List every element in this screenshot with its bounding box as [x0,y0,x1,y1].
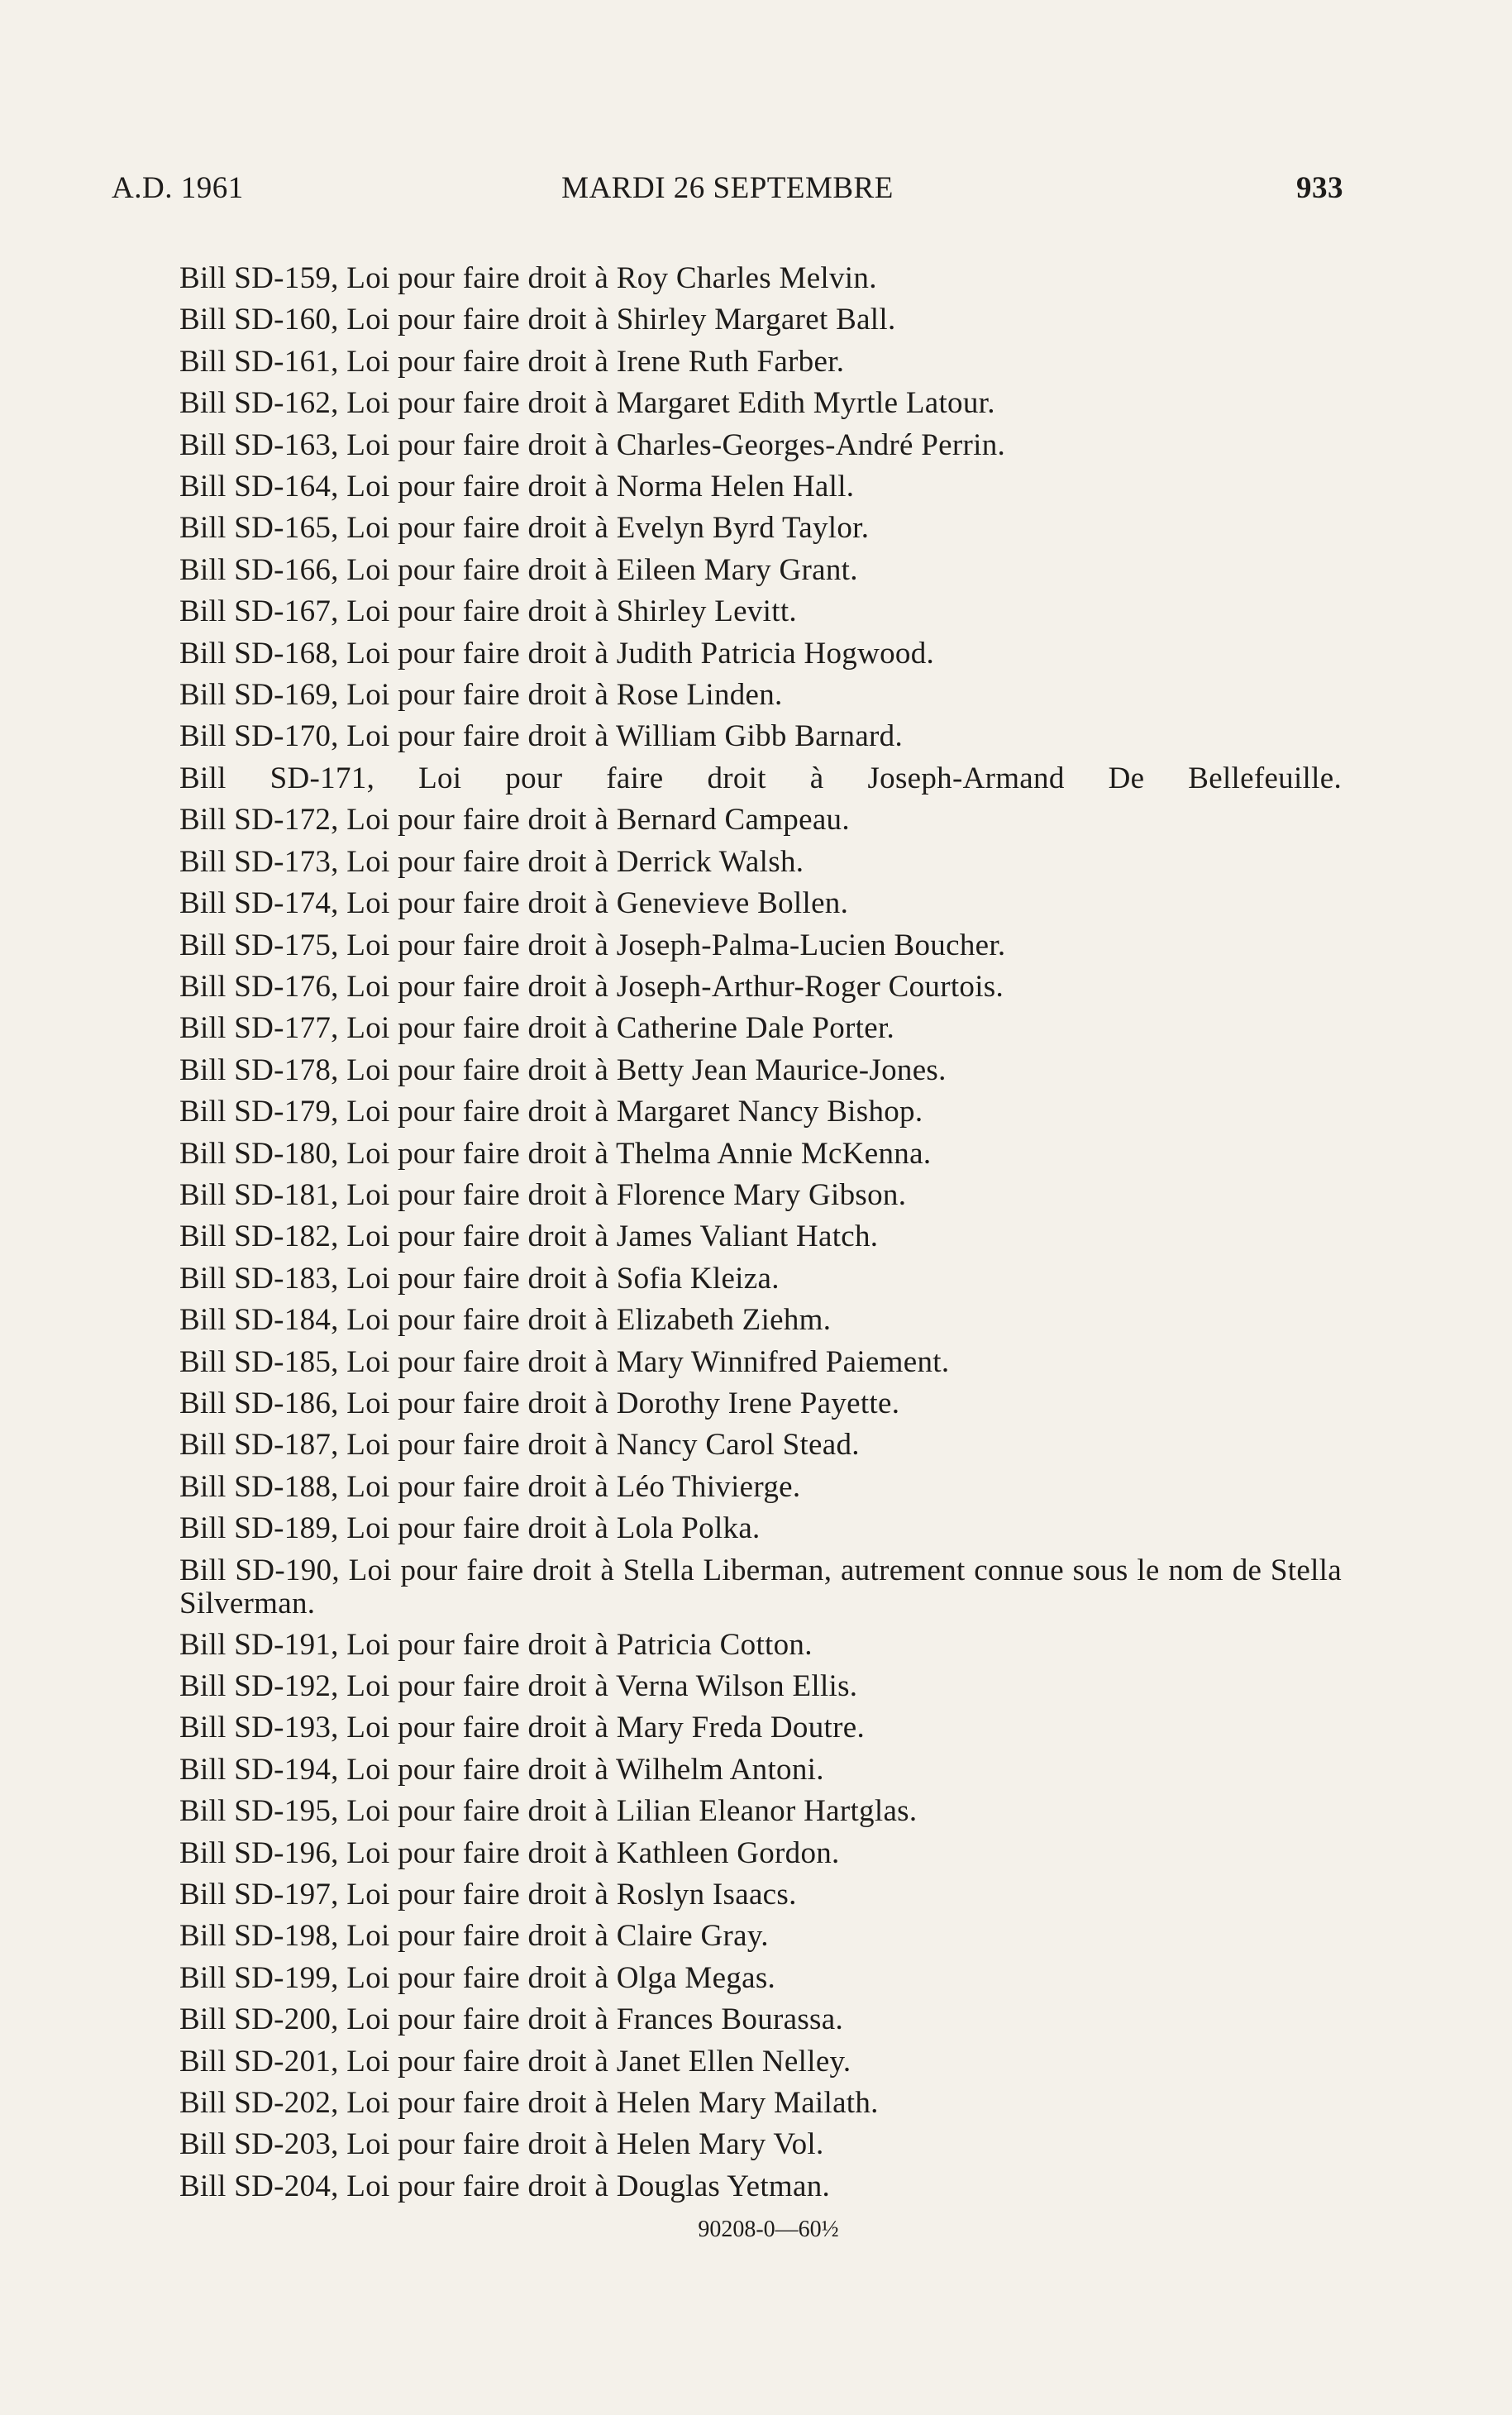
bill-entry: Bill SD-179, Loi pour faire droit à Margaret Nancy Bishop. [179,1095,923,1129]
bill-entry: Bill SD-169, Loi pour faire droit à Rose Linden. [179,678,783,713]
header-year: A.D. 1961 [112,171,244,205]
bill-entry: Bill SD-177, Loi pour faire droit à Catherine Dale Porter. [179,1011,895,1046]
bill-entry: Bill SD-176, Loi pour faire droit à Joseph-Arthur-Roger Courtois. [179,969,1004,1004]
bill-entry: Bill SD-202, Loi pour faire droit à Helen Mary Mailath. [179,2086,879,2121]
bill-entry: Bill SD-195, Loi pour faire droit à Lilian Eleanor Hartglas. [179,1794,918,1829]
bill-entry: Bill SD-204, Loi pour faire droit à Douglas Yetman. [179,2169,831,2203]
bill-entry: Bill SD-186, Loi pour faire droit à Dorothy Irene Payette. [179,1386,900,1420]
bill-entry: Bill SD-172, Loi pour faire droit à Bernard Campeau. [179,803,850,838]
bill-entry: Bill SD-163, Loi pour faire droit à Charles-Georges-André Perrin. [179,427,1006,462]
bill-entry: Bill SD-171, Loi pour faire droit à Joseph-Armand De Bellefeuille. [179,761,1342,795]
bill-entry: Bill SD-164, Loi pour faire droit à Norma Helen Hall. [179,470,855,504]
bill-entry: Bill SD-201, Loi pour faire droit à Janet Ellen Nelley. [179,2044,851,2079]
bill-entry: Bill SD-188, Loi pour faire droit à Léo Thivierge. [179,1469,801,1504]
bill-entry: Bill SD-184, Loi pour faire droit à Elizabeth Ziehm. [179,1303,832,1338]
page-header [112,170,1343,207]
bill-entry: Bill SD-196, Loi pour faire droit à Kathleen Gordon. [179,1835,840,1870]
bill-entry: Bill SD-160, Loi pour faire droit à Shirley Margaret Ball. [179,303,896,337]
bill-entry: Bill SD-170, Loi pour faire droit à William Gibb Barnard. [179,719,904,754]
bill-entry: Bill SD-199, Loi pour faire droit à Olga Megas. [179,1960,776,1995]
bill-entry: Bill SD-167, Loi pour faire droit à Shirley Levitt. [179,594,797,629]
bill-entry: Bill SD-173, Loi pour faire droit à Derrick Walsh. [179,844,804,879]
header-date: MARDI 26 SEPTEMBRE [561,171,894,205]
bill-entry: Bill SD-162, Loi pour faire droit à Margaret Edith Myrtle Latour. [179,386,995,421]
bill-entry: Bill SD-182, Loi pour faire droit à James Valiant Hatch. [179,1219,879,1254]
bill-entry: Bill SD-166, Loi pour faire droit à Eileen Mary Grant. [179,552,858,587]
bill-entry: Bill SD-168, Loi pour faire droit à Judith Patricia Hogwood. [179,636,935,671]
bill-entry: Bill SD-190, Loi pour faire droit à Stella Liberman, autrement connue sous le nom de Stella Silverman. [179,1553,1342,1620]
bill-entry: Bill SD-189, Loi pour faire droit à Lola Polka. [179,1511,761,1546]
bill-entry: Bill SD-193, Loi pour faire droit à Mary Freda Doutre. [179,1711,865,1745]
bill-list [110,258,1342,2207]
bill-entry: Bill SD-198, Loi pour faire droit à Claire Gray. [179,1919,769,1954]
footer-print-code: 90208-0—60½ [698,2217,839,2242]
page-number: 933 [1296,171,1343,205]
bill-entry: Bill SD-203, Loi pour faire droit à Helen Mary Vol. [179,2127,824,2162]
bill-entry: Bill SD-175, Loi pour faire droit à Joseph-Palma-Lucien Boucher. [179,928,1006,962]
bill-entry: Bill SD-183, Loi pour faire droit à Sofia Kleiza. [179,1261,780,1296]
bill-entry: Bill SD-180, Loi pour faire droit à Thelma Annie McKenna. [179,1136,932,1171]
bill-entry: Bill SD-178, Loi pour faire droit à Betty Jean Maurice-Jones. [179,1052,947,1087]
bill-entry: Bill SD-174, Loi pour faire droit à Genevieve Bollen. [179,886,849,921]
bill-entry: Bill SD-197, Loi pour faire droit à Roslyn Isaacs. [179,1878,797,1912]
bill-entry: Bill SD-161, Loi pour faire droit à Irene Ruth Farber. [179,344,845,379]
bill-entry: Bill SD-181, Loi pour faire droit à Florence Mary Gibson. [179,1177,907,1212]
bill-entry: Bill SD-200, Loi pour faire droit à Frances Bourassa. [179,2002,844,2037]
bill-entry: Bill SD-165, Loi pour faire droit à Evelyn Byrd Taylor. [179,511,870,546]
bill-entry: Bill SD-194, Loi pour faire droit à Wilhelm Antoni. [179,1752,824,1787]
bill-entry: Bill SD-185, Loi pour faire droit à Mary Winnifred Paiement. [179,1344,950,1379]
bill-entry: Bill SD-192, Loi pour faire droit à Verna Wilson Ellis. [179,1669,858,1703]
bill-entry: Bill SD-191, Loi pour faire droit à Patricia Cotton. [179,1627,813,1662]
bill-entry: Bill SD-187, Loi pour faire droit à Nancy Carol Stead. [179,1428,860,1463]
bill-entry: Bill SD-159, Loi pour faire droit à Roy Charles Melvin. [179,261,877,295]
